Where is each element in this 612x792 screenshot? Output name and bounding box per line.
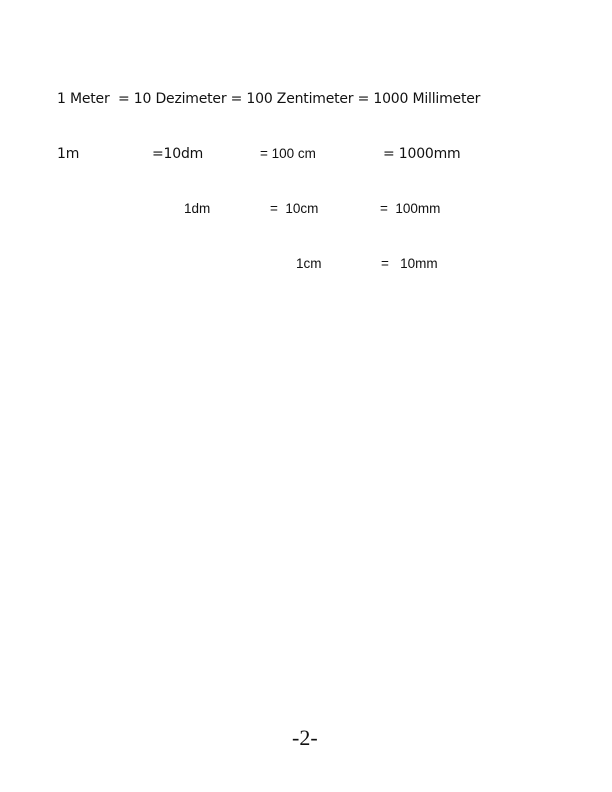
row1-millimeter: = 1000mm [383, 146, 461, 162]
row1-decimeter: =10dm [152, 146, 204, 162]
meter-conversion-heading: 1 Meter = 10 Dezimeter = 100 Zentimeter = 1000 Millimeter [57, 91, 481, 107]
row3-centimeter: 1cm [296, 256, 322, 271]
row1-meter: 1m [57, 146, 80, 162]
row2-centimeter: = 10cm [270, 201, 319, 216]
row1-centimeter: = 100 cm [260, 146, 316, 161]
row2-millimeter: = 100mm [380, 201, 441, 216]
page-number: -2- [292, 725, 318, 750]
row2-decimeter: 1dm [184, 201, 211, 216]
row3-millimeter: = 10mm [381, 256, 438, 271]
